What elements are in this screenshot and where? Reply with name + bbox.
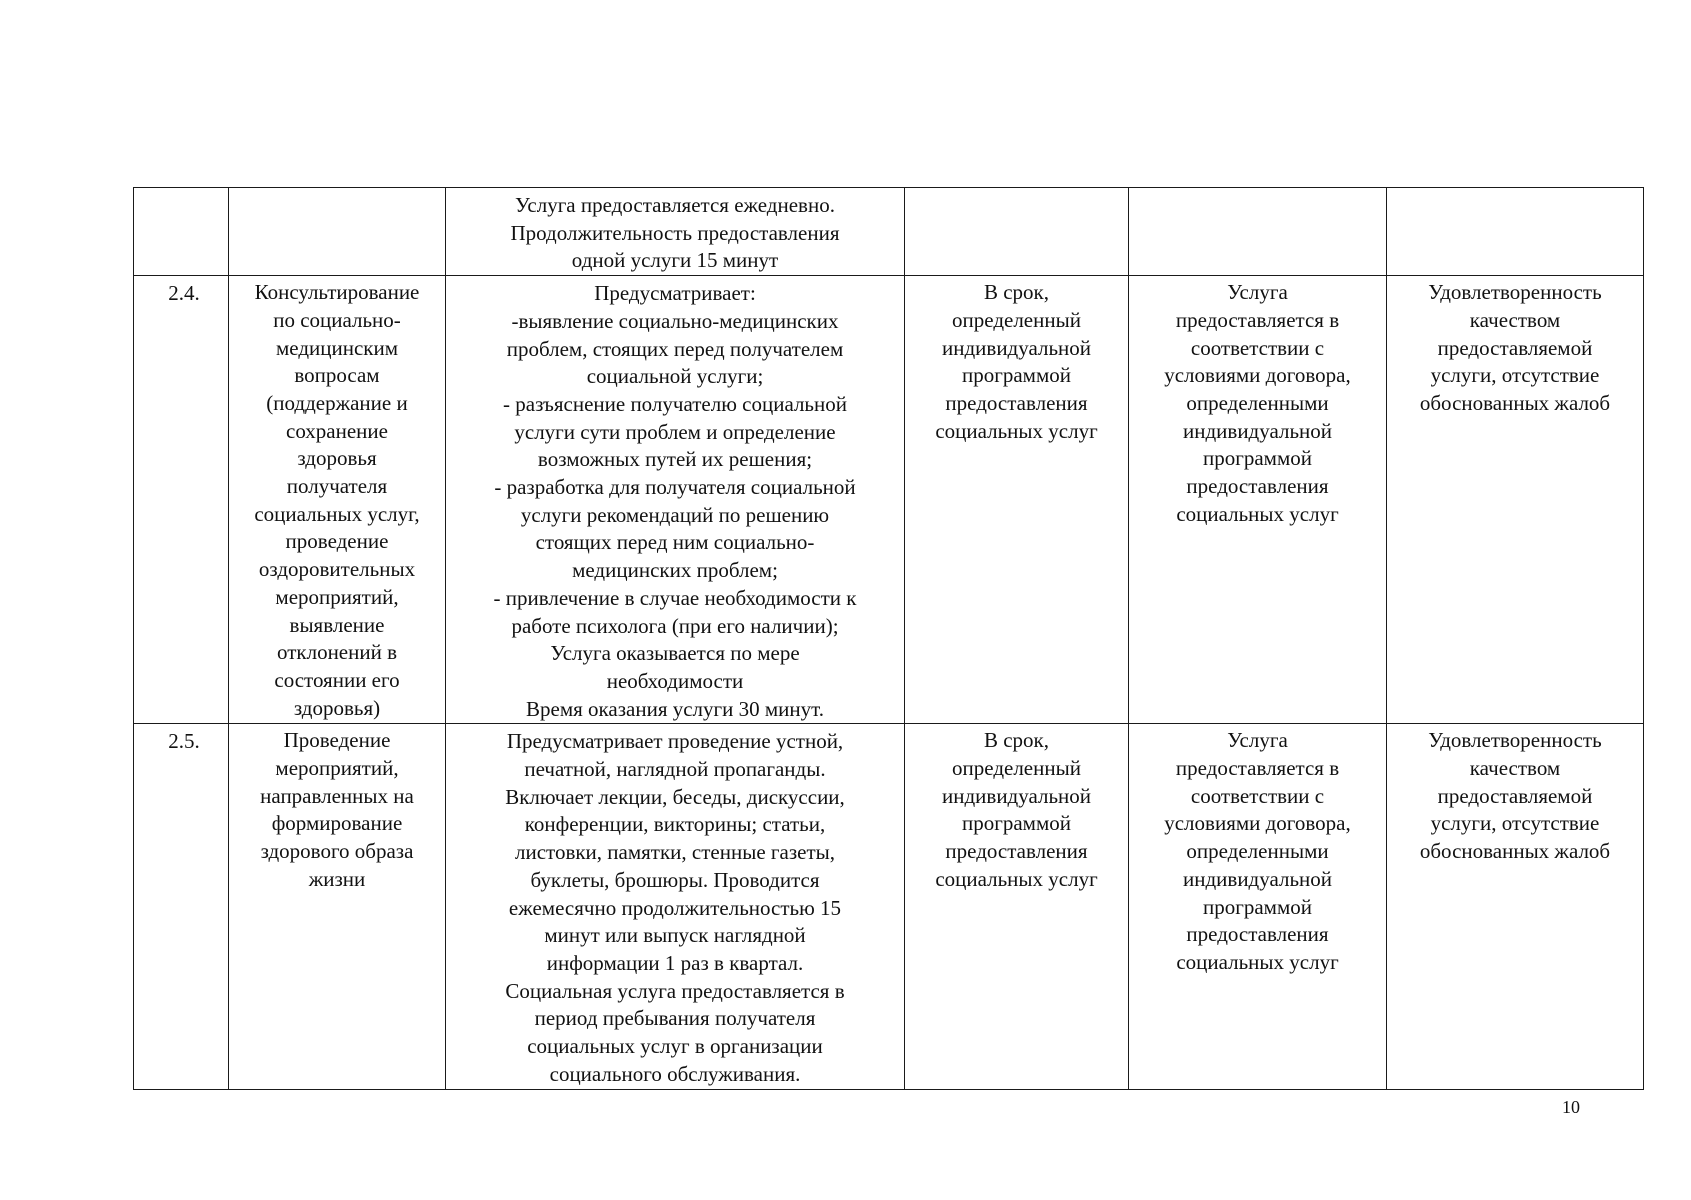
cell-text-line: социальных услуг	[935, 418, 1098, 443]
cell-text-line: - разработка для получателя социальной	[494, 475, 856, 500]
service-quality-cell	[1387, 724, 1644, 1089]
cell-text-line: соответствии с	[1190, 783, 1325, 808]
cell-text-line: индивидуальной	[1183, 866, 1332, 891]
cell-text-line: программой	[1203, 894, 1312, 919]
cell-text-line: Удовлетворенность	[1428, 728, 1602, 753]
cell-text-line: индивидуальной	[1183, 418, 1332, 443]
service-name-cell	[229, 276, 446, 724]
cell-text-line: формирование	[271, 811, 403, 836]
cell-text-line: Предусматривает проведение устной,	[506, 729, 844, 754]
service-quality-cell	[1387, 276, 1644, 724]
cell-text-line: услуги, отсутствие	[1430, 811, 1600, 836]
cell-text-line: индивидуальной	[942, 783, 1091, 808]
cell-text-line: социальных услуг	[1176, 501, 1339, 526]
service-description-cell	[446, 724, 905, 1089]
page-number: 10	[1562, 1097, 1580, 1117]
cell-text-line: определенный	[952, 307, 1081, 332]
cell-text-line: здоровья	[297, 446, 377, 471]
cell-text-line: индивидуальной	[942, 335, 1091, 360]
service-description-cell	[446, 276, 905, 724]
cell-text-line: качеством	[1469, 756, 1561, 781]
services-table	[133, 187, 1644, 1090]
cell-text-line: проблем, стоящих перед получателем	[506, 336, 844, 361]
cell-text-line: работе психолога (при его наличии);	[511, 613, 839, 638]
cell-text-line: обоснованных жалоб	[1419, 839, 1611, 864]
cell-text-line: по социально-	[273, 307, 401, 332]
row-number-cell	[134, 188, 229, 276]
cell-text-line: Услуга предоставляется ежедневно.	[515, 193, 835, 217]
cell-text-line: печатной, наглядной пропаганды.	[524, 757, 826, 782]
cell-text-line: условиями договора,	[1164, 811, 1351, 836]
cell-text-line: Услуга оказывается по мере	[550, 641, 800, 666]
cell-text-line: предоставляется в	[1175, 756, 1340, 781]
cell-text-line: -выявление социально-медицинских	[511, 308, 839, 333]
cell-text-line: стоящих перед ним социально-	[535, 530, 815, 555]
cell-text-line: условиями договора,	[1164, 363, 1351, 388]
table-row	[134, 276, 1644, 724]
cell-text-line: - разъяснение получателю социальной	[503, 391, 847, 416]
cell-text-line: Включает лекции, беседы, дискуссии,	[505, 784, 845, 809]
cell-text-line: здоровья)	[293, 695, 381, 720]
cell-text-line: услуги, отсутствие	[1430, 363, 1600, 388]
cell-text-line: услуги сути проблем и определение	[514, 419, 836, 444]
cell-text-line: здорового образа	[260, 839, 414, 864]
cell-text-line: Предусматривает:	[594, 281, 756, 306]
cell-text-line: программой	[962, 811, 1071, 836]
cell-text-line: период пребывания получателя	[534, 1006, 816, 1031]
cell-text-line: сохранение	[286, 418, 388, 443]
cell-text-line: мероприятий,	[275, 756, 399, 781]
cell-text-line: определенными	[1186, 390, 1329, 415]
cell-text-line: Услуга	[1227, 728, 1288, 753]
service-name-cell	[229, 724, 446, 1089]
cell-text-line: соответствии с	[1190, 335, 1325, 360]
row-number-cell: 2.5.	[134, 724, 229, 1089]
service-description-cell	[446, 188, 905, 276]
cell-text-line: жизни	[308, 866, 366, 891]
cell-text-line: Проведение	[283, 728, 391, 753]
service-name-cell	[229, 188, 446, 276]
cell-text-line: программой	[962, 363, 1071, 388]
cell-text-line: Социальная услуга предоставляется в	[505, 978, 845, 1003]
cell-text-line: получателя	[286, 474, 388, 499]
cell-text-line: услуги рекомендаций по решению	[520, 502, 830, 527]
cell-text-line: предоставляемой	[1437, 783, 1593, 808]
cell-text-line: предоставления	[1186, 922, 1329, 947]
cell-text-line: конференции, викторины; статьи,	[524, 812, 826, 837]
cell-text-line: буклеты, брошюры. Проводится	[530, 867, 820, 892]
service-quality-cell	[1387, 188, 1644, 276]
cell-text-line: - привлечение в случае необходимости к	[493, 585, 857, 610]
service-conditions-cell	[1129, 276, 1387, 724]
table-row	[134, 724, 1644, 1089]
cell-text-line: В срок,	[983, 280, 1050, 305]
cell-text-line: предоставления	[945, 839, 1088, 864]
service-conditions-cell	[1129, 724, 1387, 1089]
cell-text-line: программой	[1203, 446, 1312, 471]
cell-text-line: предоставляется в	[1175, 307, 1340, 332]
cell-text-line: предоставления	[1186, 474, 1329, 499]
cell-text-line: минут или выпуск наглядной	[544, 923, 806, 948]
service-conditions-cell	[1129, 188, 1387, 276]
cell-text-line: вопросам	[294, 363, 380, 388]
cell-text-line: предоставляемой	[1437, 335, 1593, 360]
cell-text-line: необходимости	[606, 668, 744, 693]
service-term-cell	[905, 276, 1129, 724]
cell-text-line: листовки, памятки, стенные газеты,	[515, 840, 835, 865]
cell-text-line: определенный	[952, 756, 1081, 781]
cell-text-line: социальных услуг,	[254, 501, 420, 526]
cell-text-line: В срок,	[983, 728, 1050, 753]
cell-text-line: направленных на	[260, 783, 414, 808]
cell-text-line: социальных услуг в организации	[527, 1034, 823, 1059]
cell-text-line: определенными	[1186, 839, 1329, 864]
cell-text-line: социальной услуги;	[586, 364, 764, 389]
cell-text-line: социальных услуг	[935, 866, 1098, 891]
cell-text-line: информации 1 раз в квартал.	[546, 950, 804, 975]
service-term-cell	[905, 188, 1129, 276]
cell-text-line: выявление	[289, 612, 385, 637]
cell-text-line: (поддержание и	[266, 390, 408, 415]
cell-text-line: обоснованных жалоб	[1419, 390, 1611, 415]
cell-text-line: социального обслуживания.	[549, 1061, 801, 1086]
cell-text-line: Удовлетворенность	[1428, 280, 1602, 305]
service-term-cell	[905, 724, 1129, 1089]
cell-text-line: качеством	[1469, 307, 1561, 332]
cell-text-line: одной услуги 15 минут	[571, 248, 779, 273]
table-row	[134, 188, 1644, 276]
cell-text-line: ежемесячно продолжительностью 15	[508, 895, 842, 920]
cell-text-line: состоянии его	[274, 667, 400, 692]
cell-text-line: Продолжительность предоставления	[510, 220, 840, 245]
cell-text-line: отклонений в	[276, 640, 398, 665]
cell-text-line: социальных услуг	[1176, 949, 1339, 974]
cell-text-line: Услуга	[1227, 280, 1288, 305]
cell-text-line: проведение	[285, 529, 389, 554]
row-number-cell: 2.4.	[134, 276, 229, 724]
cell-text-line: предоставления	[945, 390, 1088, 415]
cell-text-line: оздоровительных	[258, 557, 416, 582]
cell-text-line: Консультирование	[254, 280, 420, 305]
cell-text-line: Время оказания услуги 30 минут.	[526, 696, 824, 721]
cell-text-line: мероприятий,	[275, 584, 399, 609]
cell-text-line: медицинских проблем;	[572, 558, 778, 583]
cell-text-line: возможных путей их решения;	[537, 447, 813, 472]
cell-text-line: медицинским	[275, 335, 399, 360]
